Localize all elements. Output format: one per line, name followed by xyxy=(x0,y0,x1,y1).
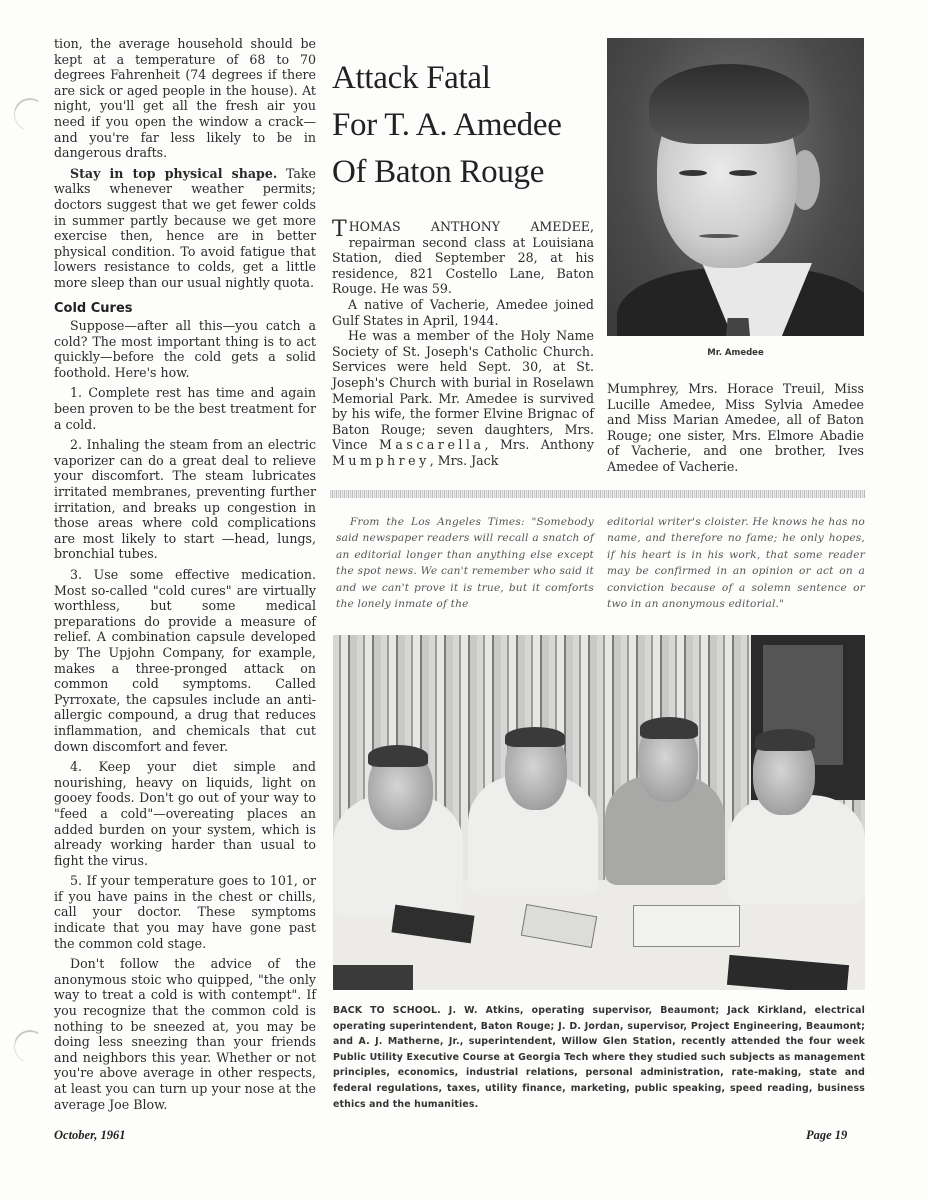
paragraph-text: He was a member of the Holy Name Society of St. Joseph's Catholic Church. Services were held Sept. 30, at St. Joseph's Church with burial in Roselawn Memorial Park. Mr. Amedee is survived by his wife, the former Elvine Brignac of Baton Rouge; seven daughters, Mrs. Vince xyxy=(332,328,594,453)
photo-detail xyxy=(679,170,707,176)
section-divider xyxy=(330,490,865,498)
caption-text: J. W. Atkins, operating supervisor, Beaumont; Jack Kirkland, electrical operating superintendent, Baton Rouge; J. D. Jordan, supervisor, Project Engineering, Beaumont; and A. J. Matherne, Jr., superintendent, Willow Glen Station, recently attended the four week Public Utility Executive Course at Georgia Tech where they studied such subjects as management principles, economics, industrial relations, personal administration, rate-making, state and federal regulations, taxes, utility finance, marketing, public speaking, speed reading, business ethics and the humanities. xyxy=(333,1005,865,1110)
group-photo-caption xyxy=(333,1003,865,1112)
headline-line: For T. A. Amedee xyxy=(332,107,562,143)
headline-line: Of Baton Rouge xyxy=(332,154,545,190)
photo-detail xyxy=(640,717,698,739)
photo-detail xyxy=(333,965,413,990)
list-item: 5. If your temperature goes to 101, or if you have pains in the chest or chills, call your doctor. These symptoms indicate that you may have gone past the common cold stage. xyxy=(54,873,316,951)
portrait-photo xyxy=(607,38,864,336)
paragraph-text: Take walks whenever weather permits; doctors suggest that we get fewer colds in summer partly because we get more exercise then, hence are in better physical condition. To avoid fatigue that lowers resistance to colds, get a little more sleep than our usual nightly quota. xyxy=(54,165,316,290)
paragraph-text: , Mrs. Anthony xyxy=(484,437,594,453)
paragraph: Mumphrey, Mrs. Horace Treuil, Miss Lucille Amedee, Miss Sylvia Amedee and Miss Marian Amedee, all of Baton Rouge; one sister, Mrs. Elmore Abadie of Vacherie, and one brother, Ives Amedee of Vacherie. xyxy=(607,381,864,474)
photo-detail xyxy=(368,745,428,767)
photo-detail xyxy=(755,729,815,751)
paragraph: editorial writer's cloister. He knows he has no name, and therefore no fame; he only hopes, if his heart is in his work, that some reader may be confirmed in an opinion or act on a conviction because of a solemn sentence or two in an anonymous editorial." xyxy=(607,516,865,611)
list-item: 2. Inhaling the steam from an electric vaporizer can do a great deal to relieve your discomfort. The steam lubricates irritated membranes, preventing further irritation, and breaks up congestion in those areas where cold complications are most likely to start —head, lungs, bronchial tubes. xyxy=(54,437,316,562)
paragraph-text: Mascarella xyxy=(379,437,485,453)
caption-lead-in: BACK TO SCHOOL. xyxy=(333,1005,441,1016)
photo-detail xyxy=(505,727,565,747)
punch-hole-mark xyxy=(9,1026,50,1068)
paragraph: A native of Vacherie, Amedee joined Gulf States in April, 1944. xyxy=(332,296,594,328)
obituary-headline xyxy=(332,55,597,196)
paragraph-text: , Mrs. Jack xyxy=(429,452,499,468)
paragraph-text: Mumphrey xyxy=(332,452,430,468)
editorial-quote-right xyxy=(607,514,865,612)
list-item: 3. Use some effective medication. Most so-called "cold cures" are virtually worthless, but some medical preparations do provide a measure of relief. A combination capsule developed by The Upjohn Company, for example, makes a three-pronged attack on common cold symptoms. Called Pyrroxate, the capsules include an anti-allergic compound, a drug that reduces inflammation, and chemicals that cut down discomfort and fever. xyxy=(54,567,316,754)
punch-hole-mark xyxy=(9,94,50,136)
section-subhead: Cold Cures xyxy=(54,300,133,316)
drop-cap: T xyxy=(332,217,347,242)
photo-detail xyxy=(649,64,809,144)
paragraph: Don't follow the advice of the anonymous stoic who quipped, "the only way to treat a cold is with contempt". If you recognize that the common cold is nothing to be sneezed at, you may be doing less sneezing than your friends and neighbors this year. Whether or not you're above average in other respects, at least you can turn up your nose at the average Joe Blow. xyxy=(54,956,316,1112)
paragraph: tion, the average household should be kept at a temperature of 68 to 70 degrees Fahrenheit (74 degrees if there are sick or aged people in the house). At night, you'll get all the fresh air you need if you open the window a crack— and you're far less likely to be in dangerous drafts. xyxy=(54,36,316,161)
photo-detail xyxy=(633,905,740,947)
issue-date: October, 1961 xyxy=(54,1128,126,1142)
photo-detail xyxy=(699,234,739,238)
list-item: 1. Complete rest has time and again been proven to be the best treatment for a cold. xyxy=(54,385,316,432)
cold-article-column xyxy=(54,36,316,1117)
obituary-continued xyxy=(607,381,864,475)
group-photo xyxy=(333,635,865,990)
page-number: Page 19 xyxy=(806,1128,848,1142)
paragraph: From the Los Angeles Times: "Somebody said newspaper readers will recall a snatch of an editorial longer than anything else except the spot news. We can't remember who said it and we can't prove it is true, but it comforts the lonely inmate of the xyxy=(336,516,594,611)
editorial-quote-left xyxy=(336,514,594,612)
paragraph xyxy=(54,166,316,291)
photo-detail xyxy=(725,318,751,336)
headline-line: Attack Fatal xyxy=(332,60,491,96)
list-item: 4. Keep your diet simple and nourishing, heavy on liquids, light on gooey foods. Don't go out of your way to "feed a cold"—overeating places an added burden on your system, which is already working harder than usual to fight the virus. xyxy=(54,759,316,868)
paragraph xyxy=(332,328,594,468)
paragraph: Suppose—after all this—you catch a cold? The most important thing is to act quickly—before the cold gets a solid foothold. Here's how. xyxy=(54,318,316,380)
paragraph xyxy=(332,219,594,297)
bold-lead-in: Stay in top physical shape. xyxy=(70,165,278,181)
portrait-caption: Mr. Amedee xyxy=(707,348,764,358)
obituary-body xyxy=(332,219,594,469)
photo-detail xyxy=(729,170,757,176)
paragraph-text: HOMAS ANTHONY AMEDEE, repairman second class at Louisiana Station, died September 28, at his residence, 821 Costello Lane, Baton Rouge. He was 59. xyxy=(332,219,594,297)
